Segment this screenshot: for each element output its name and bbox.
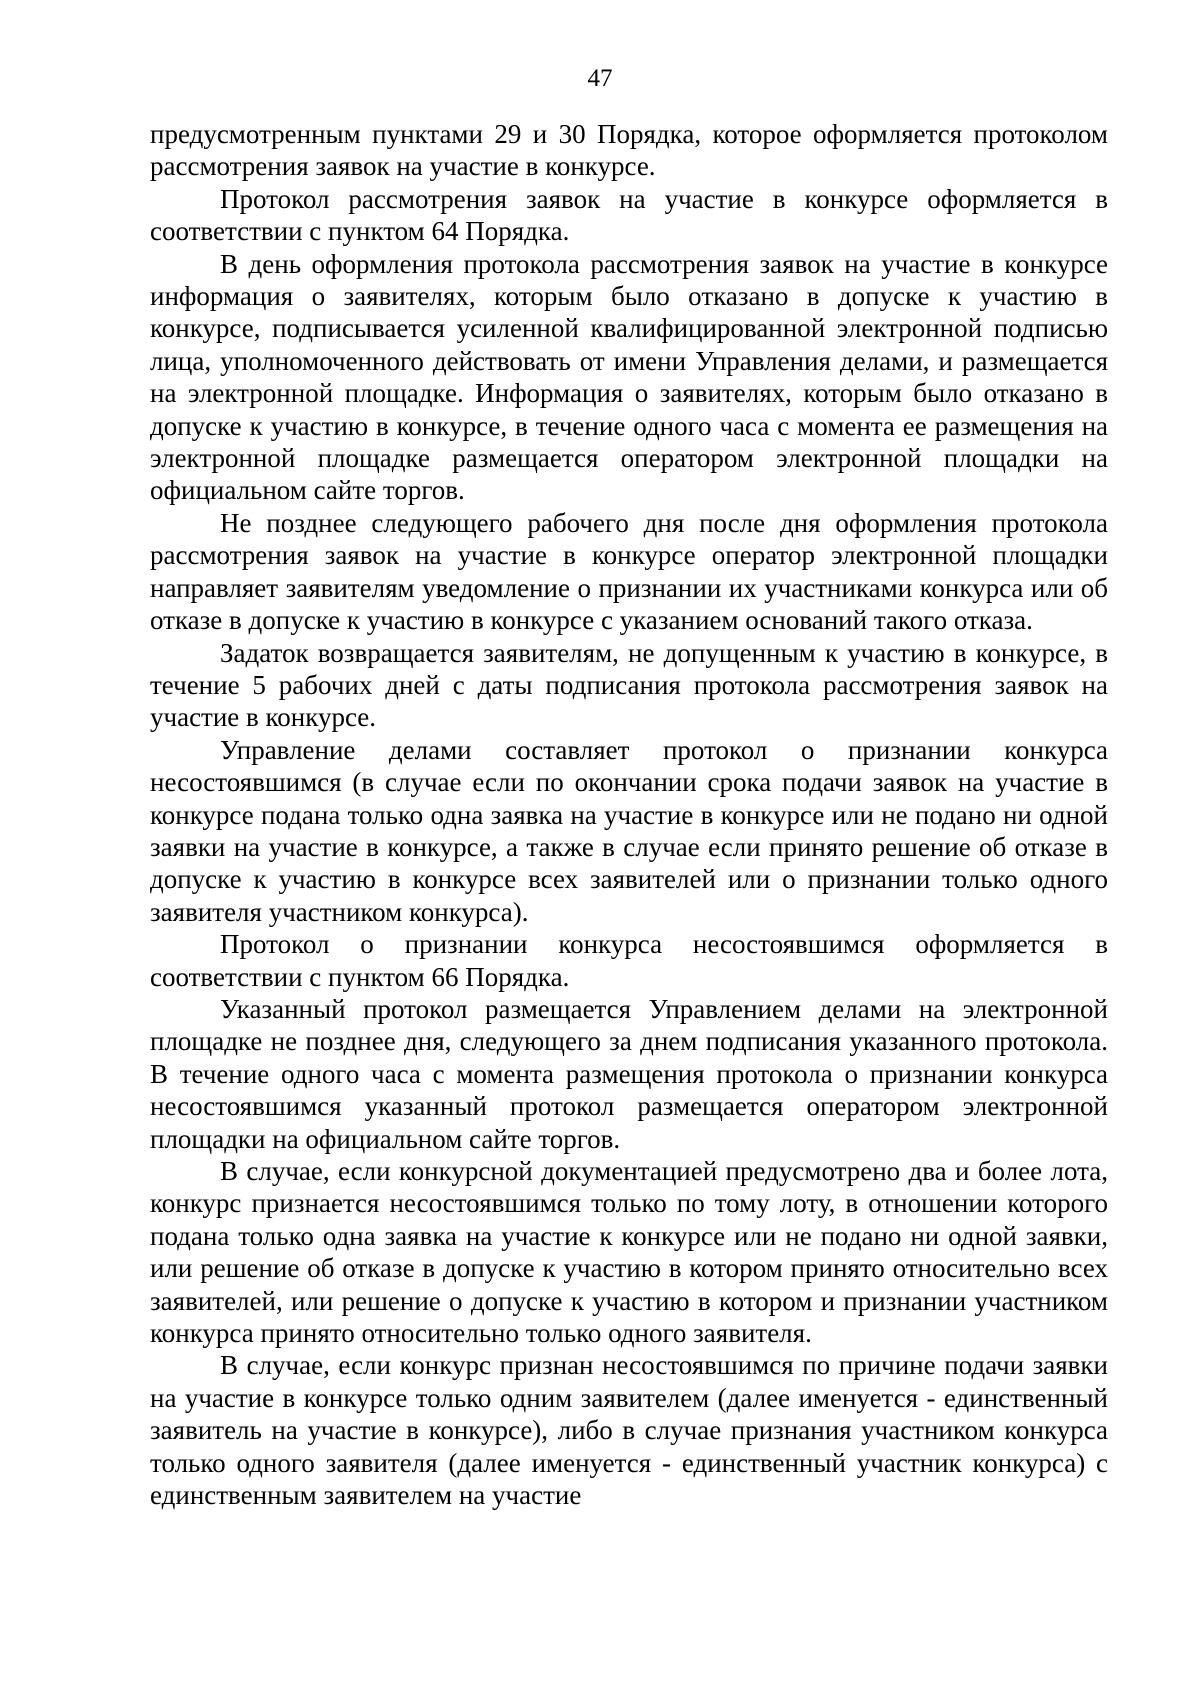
- paragraph: Протокол рассмотрения заявок на участие в конкурсе оформляется в соответствии с пунктом 64 Порядка.: [150, 183, 1108, 247]
- paragraph: Указанный протокол размещается Управлением делами на электронной площадке не позднее дня, следующего за днем подписания указанного протокола. В течение одного часа с момента размещения протокола о признании конкурса несостоявшимся указанный протокол размещается оператором электронной площадки на официальном сайте торгов.: [150, 993, 1108, 1154]
- paragraph: Управление делами составляет протокол о признании конкурса несостоявшимся (в случае если по окончании срока подачи заявок на участие в конкурсе подана только одна заявка на участие в конкурсе или не подано ни одной заявки на участие в конкурсе, а также в случае если принято решение об отказе в допуске к участию в конкурсе всех заявителей или о признании только одного заявителя участником конкурса).: [150, 734, 1108, 927]
- paragraph: В случае, если конкурс признан несостоявшимся по причине подачи заявки на участие в конкурсе только одним заявителем (далее именуется - единственный заявитель на участие в конкурсе), либо в случае признания участником конкурса только одного заявителя (далее именуется - единственный участник конкурса) с единственным заявителем на участие: [150, 1350, 1108, 1511]
- page-number: 47: [587, 65, 613, 92]
- paragraph-continuation: предусмотренным пунктами 29 и 30 Порядка, которое оформляется протоколом рассмотрения заявок на участие в конкурсе.: [150, 119, 1108, 182]
- paragraph: В день оформления протокола рассмотрения заявок на участие в конкурсе информация о заявителях, которым было отказано в допуске к участию в конкурсе, подписывается усиленной квалифицированной электронной подписью лица, уполномоченного действовать от имени Управления делами, и размещается на электронной площадке. Информация о заявителях, которым было отказано в допуске к участию в конкурсе, в течение одного часа с момента ее размещения на электронной площадке размещается оператором электронной площадки на официальном сайте торгов.: [150, 248, 1108, 506]
- paragraph: Протокол о признании конкурса несостоявшимся оформляется в соответствии с пунктом 66 Порядка.: [150, 929, 1108, 992]
- paragraph: Не позднее следующего рабочего дня после дня оформления протокола рассмотрения заявок на участие в конкурсе оператор электронной площадки направляет заявителям уведомление о признании их участниками конкурса или об отказе в допуске к участию в конкурсе с указанием оснований такого отказа.: [150, 507, 1108, 636]
- paragraph: В случае, если конкурсной документацией предусмотрено два и более лота, конкурс признается несостоявшимся только по тому лоту, в отношении которого подана только одна заявка на участие к конкурсе или не подано ни одной заявки, или решение об отказе в допуске к участию в котором принято относительно всех заявителей, или решение о допуске к участию в котором и признании участником конкурса принято относительно только одного заявителя.: [150, 1156, 1108, 1349]
- paragraph: Задаток возвращается заявителям, не допущенным к участию в конкурсе, в течение 5 рабочих дней с даты подписания протокола рассмотрения заявок на участие в конкурсе.: [150, 637, 1108, 733]
- document-body: [150, 118, 1108, 1511]
